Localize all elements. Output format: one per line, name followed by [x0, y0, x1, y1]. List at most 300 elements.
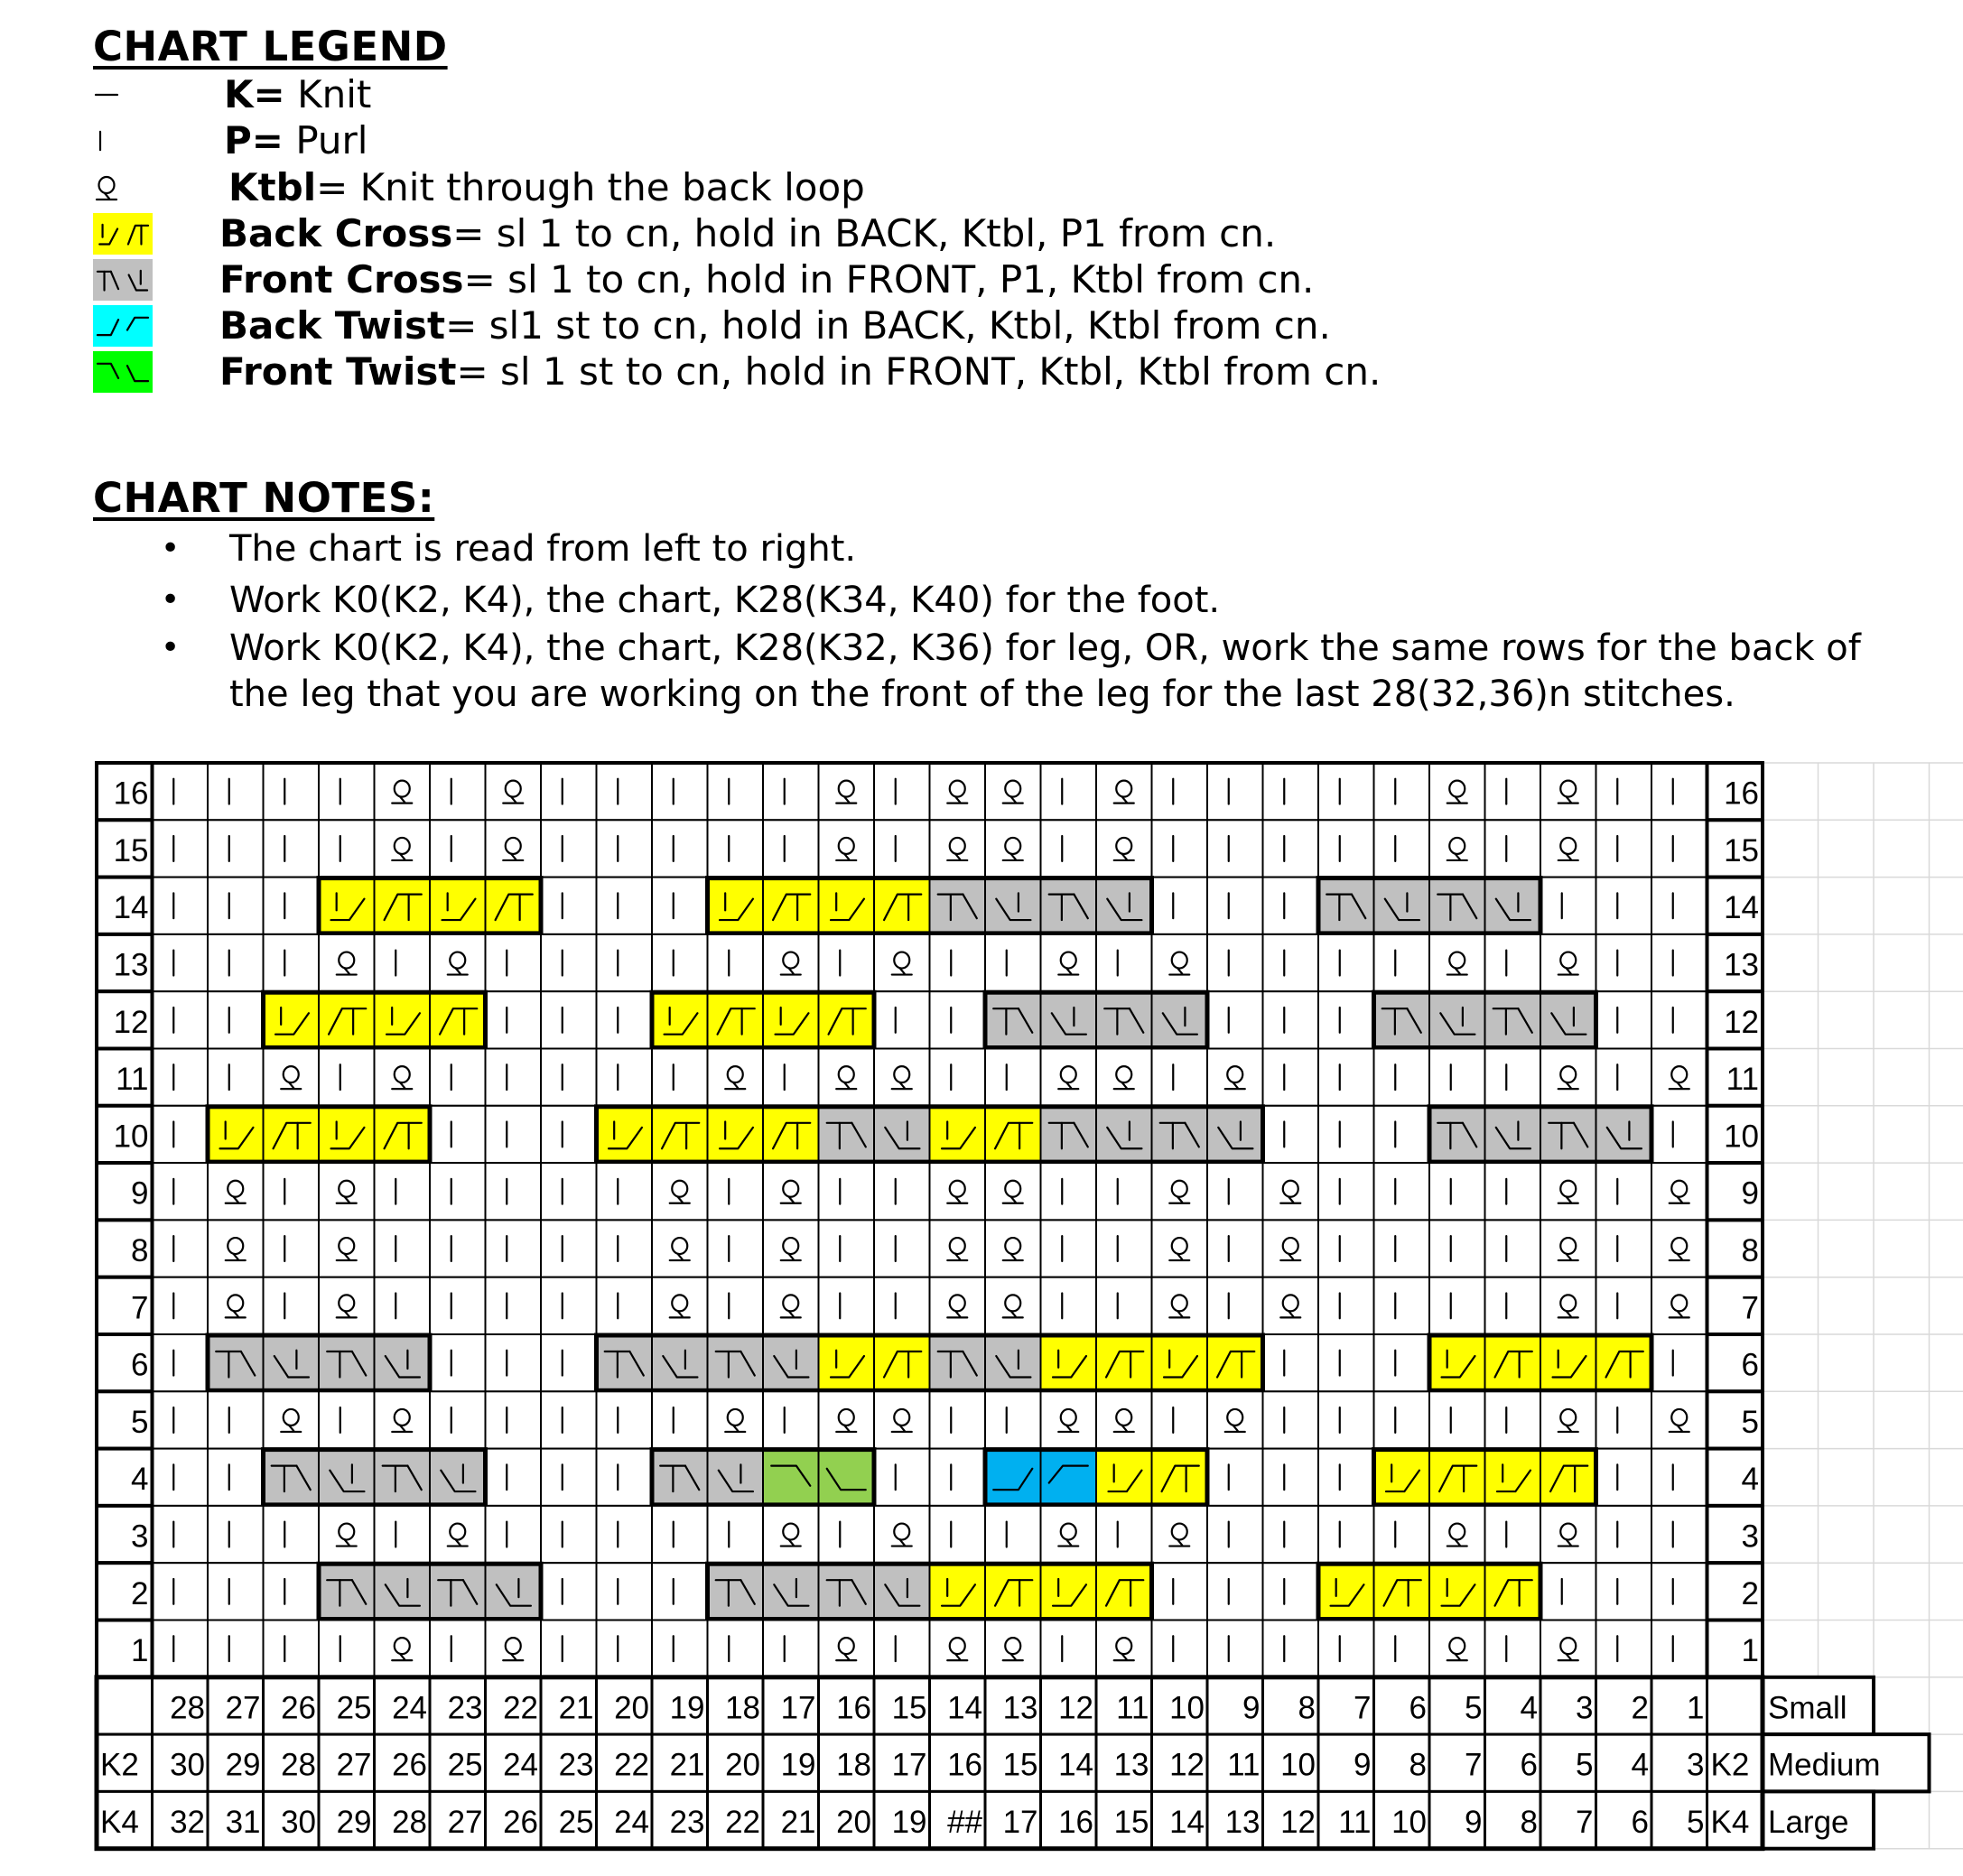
- stitch-cell: [1263, 991, 1319, 1048]
- stitch-cell: [597, 1621, 653, 1677]
- stitch-cell: [1263, 1106, 1319, 1163]
- stitch-cell: [1429, 1449, 1485, 1506]
- row-number: 7: [1741, 1290, 1759, 1326]
- stitch-cell: [652, 1049, 708, 1106]
- stitch-cell: [819, 1621, 875, 1677]
- stitch-cell: [1374, 878, 1430, 934]
- legend-description: = sl 1 to cn, hold in BACK, Ktbl, P1 from cn.: [452, 211, 1277, 255]
- stitch-number: 7: [1465, 1747, 1483, 1783]
- stitch-cell: [264, 1449, 320, 1506]
- stitch-cell: [1374, 1563, 1430, 1620]
- stitch-cell: [819, 763, 875, 820]
- stitch-cell: [930, 1506, 986, 1563]
- stitch-cell: [874, 1334, 930, 1391]
- stitch-number: 12: [1280, 1804, 1316, 1840]
- stitch-cell: [1096, 991, 1152, 1048]
- stitch-cell: [319, 1277, 375, 1334]
- stitch-cell: [319, 1334, 375, 1391]
- stitch-cell: [1041, 1163, 1097, 1220]
- stitch-cell: [930, 1163, 986, 1220]
- stitch-cell: [985, 1563, 1041, 1620]
- stitch-cell: [375, 1449, 431, 1506]
- stitch-cell: [1207, 1106, 1263, 1163]
- stitch-cell: [597, 878, 653, 934]
- stitch-number: 11: [1338, 1804, 1372, 1840]
- stitch-number: 4: [1520, 1690, 1538, 1726]
- stitch-cell: [208, 991, 264, 1048]
- stitch-cell: [1485, 763, 1541, 820]
- stitch-cell: [1429, 878, 1485, 934]
- stitch-cell: [319, 991, 375, 1048]
- stitch-cell: [1207, 1506, 1263, 1563]
- stitch-cell: [985, 934, 1041, 991]
- stitch-number: 26: [281, 1690, 316, 1726]
- stitch-number: 14: [1058, 1747, 1093, 1783]
- stitch-cell: [985, 1277, 1041, 1334]
- stitch-cell: [430, 1621, 486, 1677]
- stitch-number: 16: [1058, 1804, 1093, 1840]
- stitch-cell: [1374, 820, 1430, 877]
- legend-description: Purl: [283, 118, 368, 163]
- stitch-cell: [1374, 1049, 1430, 1106]
- stitch-cell: [1651, 1391, 1707, 1448]
- stitch-cell: [1318, 1334, 1374, 1391]
- stitch-cell: [708, 1220, 764, 1277]
- stitch-cell: [486, 820, 542, 877]
- stitch-cell: [1651, 1163, 1707, 1220]
- stitch-cell: [1540, 1621, 1596, 1677]
- stitch-cell: [375, 1334, 431, 1391]
- stitch-cell: [1429, 1506, 1485, 1563]
- stitch-cell: [1596, 1163, 1652, 1220]
- stitch-cell: [541, 1334, 597, 1391]
- stitch-cell: [1429, 1277, 1485, 1334]
- stitch-cell: [264, 1334, 320, 1391]
- stitch-cell: [1207, 1563, 1263, 1620]
- legend-description: Knit: [284, 72, 372, 116]
- stitch-number: 21: [669, 1747, 705, 1783]
- stitch-number: 17: [891, 1747, 927, 1783]
- stitch-number: 30: [170, 1747, 205, 1783]
- stitch-cell: [597, 1049, 653, 1106]
- stitch-cell: [1374, 1277, 1430, 1334]
- stitch-cell: [208, 1334, 264, 1391]
- stitch-cell: [708, 1163, 764, 1220]
- stitch-number: 19: [780, 1747, 816, 1783]
- stitch-number: 13: [1224, 1804, 1261, 1840]
- stitch-cell: [1485, 1163, 1541, 1220]
- stitch-cell: [208, 1563, 264, 1620]
- stitch-cell: [430, 1391, 486, 1448]
- stitch-number: 21: [558, 1690, 594, 1726]
- stitch-cell: [1263, 878, 1319, 934]
- stitch-cell: [1540, 1563, 1596, 1620]
- stitch-cell: [708, 1106, 764, 1163]
- stitch-number: 24: [614, 1804, 649, 1840]
- stitch-cell: [541, 1621, 597, 1677]
- stitch-cell: [708, 1506, 764, 1563]
- note-bullet: •: [161, 530, 181, 567]
- stitch-cell: [153, 1563, 209, 1620]
- legend-description: = sl1 st to cn, hold in BACK, Ktbl, Ktbl from cn.: [445, 303, 1331, 348]
- stitch-cell: [1152, 1334, 1208, 1391]
- stitch-cell: [763, 1106, 819, 1163]
- stitch-cell: [264, 1277, 320, 1334]
- stitch-cell: [264, 1106, 320, 1163]
- stitch-number: 22: [614, 1747, 649, 1783]
- stitch-cell: [153, 820, 209, 877]
- stitch-cell: [486, 1049, 542, 1106]
- stitch-cell: [541, 1220, 597, 1277]
- stitch-cell: [1152, 1049, 1208, 1106]
- stitch-cell: [874, 1563, 930, 1620]
- stitch-cell: [264, 991, 320, 1048]
- stitch-cell: [763, 820, 819, 877]
- stitch-cell: [930, 878, 986, 934]
- stitch-number: 4: [1631, 1747, 1649, 1783]
- legend-term: Back Cross: [219, 211, 453, 255]
- stitch-cell: [1485, 1391, 1541, 1448]
- stitch-cell: [541, 934, 597, 991]
- stitch-cell: [1041, 1621, 1097, 1677]
- stitch-cell: [708, 1563, 764, 1620]
- stitch-number: 29: [336, 1804, 372, 1840]
- stitch-cell: [430, 1506, 486, 1563]
- stitch-cell: [1207, 763, 1263, 820]
- stitch-number: 27: [447, 1804, 483, 1840]
- stitch-cell: [1096, 763, 1152, 820]
- stitch-cell: [541, 1277, 597, 1334]
- stitch-cell: [208, 1220, 264, 1277]
- row-number: 13: [1724, 947, 1759, 983]
- stitch-cell: [874, 1220, 930, 1277]
- stitch-cell: [486, 1106, 542, 1163]
- legend-term: Ktbl: [228, 165, 317, 209]
- stitch-cell: [430, 1106, 486, 1163]
- stitch-cell: [763, 1391, 819, 1448]
- stitch-cell: [264, 1563, 320, 1620]
- stitch-cell: [153, 1049, 209, 1106]
- stitch-cell: [1374, 1163, 1430, 1220]
- stitch-cell: [1318, 1049, 1374, 1106]
- stitch-number: 8: [1520, 1804, 1538, 1840]
- stitch-cell: [1318, 1391, 1374, 1448]
- stitch-cell: [652, 1334, 708, 1391]
- stitch-number: 20: [725, 1747, 760, 1783]
- stitch-cell: [375, 1563, 431, 1620]
- size-prefix-cell: [97, 1677, 153, 1734]
- stitch-cell: [930, 1049, 986, 1106]
- stitch-cell: [1485, 1106, 1541, 1163]
- stitch-cell: [1596, 1049, 1652, 1106]
- stitch-cell: [1152, 820, 1208, 877]
- stitch-cell: [1651, 1334, 1707, 1391]
- row-number: 15: [113, 832, 149, 868]
- stitch-number: 24: [392, 1690, 427, 1726]
- stitch-number: 18: [725, 1690, 760, 1726]
- stitch-number: 10: [1391, 1804, 1427, 1840]
- stitch-cell: [1263, 1220, 1319, 1277]
- stitch-number: 16: [947, 1747, 982, 1783]
- stitch-cell: [430, 1163, 486, 1220]
- stitch-cell: [1429, 1621, 1485, 1677]
- stitch-number: 14: [1169, 1804, 1205, 1840]
- stitch-cell: [819, 1106, 875, 1163]
- stitch-cell: [486, 1506, 542, 1563]
- stitch-number: 7: [1576, 1804, 1594, 1840]
- stitch-cell: [1152, 1506, 1208, 1563]
- stitch-cell: [874, 820, 930, 877]
- stitch-cell: [1041, 1563, 1097, 1620]
- stitch-number: 32: [170, 1804, 205, 1840]
- stitch-cell: [486, 1220, 542, 1277]
- stitch-number: 8: [1409, 1747, 1427, 1783]
- stitch-number: 19: [669, 1690, 705, 1726]
- stitch-cell: [430, 934, 486, 991]
- stitch-cell: [985, 878, 1041, 934]
- stitch-cell: [819, 1163, 875, 1220]
- stitch-cell: [1596, 1563, 1652, 1620]
- stitch-cell: [597, 1334, 653, 1391]
- stitch-cell: [153, 1163, 209, 1220]
- stitch-cell: [763, 1277, 819, 1334]
- stitch-cell: [264, 878, 320, 934]
- stitch-cell: [1152, 1163, 1208, 1220]
- legend-term: P=: [224, 118, 284, 163]
- stitch-cell: [319, 763, 375, 820]
- row-number: 5: [131, 1404, 149, 1440]
- stitch-cell: [1152, 1563, 1208, 1620]
- stitch-cell: [874, 991, 930, 1048]
- stitch-cell: [486, 1621, 542, 1677]
- stitch-cell: [874, 1449, 930, 1506]
- stitch-cell: [1374, 991, 1430, 1048]
- row-number: 13: [113, 947, 149, 983]
- stitch-cell: [874, 1049, 930, 1106]
- stitch-cell: [1096, 1621, 1152, 1677]
- stitch-cell: [1485, 1220, 1541, 1277]
- stitch-cell: [985, 1049, 1041, 1106]
- stitch-cell: [708, 1277, 764, 1334]
- legend-description: = sl 1 to cn, hold in FRONT, P1, Ktbl from cn.: [463, 257, 1315, 302]
- stitch-cell: [1096, 1220, 1152, 1277]
- size-suffix: K2: [1710, 1747, 1750, 1783]
- row-number: 14: [113, 890, 149, 926]
- stitch-cell: [1540, 1449, 1596, 1506]
- stitch-cell: [319, 1449, 375, 1506]
- stitch-cell: [1096, 820, 1152, 877]
- stitch-cell: [319, 1506, 375, 1563]
- stitch-cell: [985, 1220, 1041, 1277]
- stitch-cell: [208, 1621, 264, 1677]
- stitch-cell: [819, 1334, 875, 1391]
- stitch-cell: [319, 1163, 375, 1220]
- row-number: 8: [131, 1232, 149, 1268]
- stitch-number: 29: [225, 1747, 261, 1783]
- stitch-cell: [874, 1391, 930, 1448]
- stitch-cell: [1651, 1106, 1707, 1163]
- stitch-cell: [652, 1506, 708, 1563]
- stitch-number: 26: [503, 1804, 538, 1840]
- row-number: 11: [1726, 1062, 1759, 1098]
- stitch-cell: [1041, 1334, 1097, 1391]
- stitch-cell: [1152, 1277, 1208, 1334]
- stitch-cell: [264, 1391, 320, 1448]
- stitch-cell: [763, 934, 819, 991]
- stitch-cell: [597, 1277, 653, 1334]
- row-number: 16: [1724, 775, 1759, 812]
- stitch-cell: [1263, 1621, 1319, 1677]
- stitch-cell: [1540, 991, 1596, 1048]
- stitch-number: 17: [1002, 1804, 1038, 1840]
- stitch-cell: [1318, 1563, 1374, 1620]
- stitch-cell: [486, 991, 542, 1048]
- row-number: 12: [113, 1004, 149, 1040]
- stitch-cell: [1651, 878, 1707, 934]
- stitch-number: 15: [891, 1690, 927, 1726]
- stitch-number: 23: [558, 1747, 594, 1783]
- stitch-cell: [1152, 1449, 1208, 1506]
- stitch-cell: [930, 1563, 986, 1620]
- stitch-number: 3: [1687, 1747, 1705, 1783]
- stitch-cell: [874, 934, 930, 991]
- stitch-cell: [1152, 1220, 1208, 1277]
- stitch-number: 9: [1354, 1747, 1372, 1783]
- stitch-cell: [1152, 934, 1208, 991]
- stitch-cell: [763, 1563, 819, 1620]
- stitch-number: 12: [1169, 1747, 1205, 1783]
- stitch-cell: [930, 1220, 986, 1277]
- stitch-cell: [763, 1334, 819, 1391]
- stitch-cell: [208, 878, 264, 934]
- stitch-cell: [375, 820, 431, 877]
- stitch-number: 23: [669, 1804, 705, 1840]
- stitch-cell: [874, 1106, 930, 1163]
- stitch-cell: [874, 763, 930, 820]
- stitch-cell: [1485, 1277, 1541, 1334]
- stitch-cell: [208, 1163, 264, 1220]
- stitch-cell: [1485, 1563, 1541, 1620]
- stitch-cell: [541, 763, 597, 820]
- stitch-cell: [1096, 878, 1152, 934]
- stitch-cell: [874, 1621, 930, 1677]
- stitch-number: 5: [1465, 1690, 1483, 1726]
- stitch-number: 9: [1465, 1804, 1483, 1840]
- stitch-cell: [1374, 1449, 1430, 1506]
- stitch-cell: [1374, 1506, 1430, 1563]
- stitch-cell: [1041, 1506, 1097, 1563]
- stitch-cell: [486, 1563, 542, 1620]
- stitch-cell: [1429, 934, 1485, 991]
- stitch-cell: [763, 1506, 819, 1563]
- stitch-cell: [541, 1106, 597, 1163]
- stitch-cell: [1374, 1391, 1430, 1448]
- stitch-cell: [1596, 1106, 1652, 1163]
- stitch-cell: [319, 1106, 375, 1163]
- stitch-cell: [763, 763, 819, 820]
- row-number: 14: [1724, 890, 1759, 926]
- row-number: 3: [131, 1518, 149, 1555]
- stitch-cell: [486, 1163, 542, 1220]
- stitch-cell: [430, 1563, 486, 1620]
- stitch-cell: [153, 991, 209, 1048]
- stitch-cell: [597, 1391, 653, 1448]
- stitch-number: 11: [1116, 1690, 1149, 1726]
- stitch-cell: [1651, 1049, 1707, 1106]
- stitch-cell: [1318, 820, 1374, 877]
- stitch-cell: [1540, 1220, 1596, 1277]
- stitch-cell: [208, 1391, 264, 1448]
- stitch-cell: [1596, 763, 1652, 820]
- stitch-cell: [1207, 878, 1263, 934]
- stitch-cell: [1041, 1391, 1097, 1448]
- stitch-cell: [1041, 878, 1097, 934]
- stitch-cell: [541, 1506, 597, 1563]
- stitch-cell: [1540, 1391, 1596, 1448]
- stitch-cell: [153, 1621, 209, 1677]
- stitch-number: 21: [780, 1804, 816, 1840]
- stitch-cell: [375, 763, 431, 820]
- stitch-cell: [1651, 820, 1707, 877]
- size-prefix: K2: [100, 1747, 139, 1783]
- stitch-number: 15: [1113, 1804, 1149, 1840]
- size-suffix-cell: [1707, 1677, 1763, 1734]
- stitch-cell: [1096, 934, 1152, 991]
- stitch-cell: [1374, 1334, 1430, 1391]
- stitch-number: 5: [1576, 1747, 1594, 1783]
- stitch-cell: [541, 820, 597, 877]
- stitch-cell: [1152, 1621, 1208, 1677]
- stitch-cell: [1263, 1163, 1319, 1220]
- stitch-cell: [1651, 1449, 1707, 1506]
- stitch-cell: [1041, 763, 1097, 820]
- stitch-cell: [208, 820, 264, 877]
- row-number: 3: [1741, 1518, 1759, 1555]
- stitch-cell: [1152, 1391, 1208, 1448]
- stitch-cell: [541, 1391, 597, 1448]
- note-text: Work K0(K2, K4), the chart, K28(K34, K40) for the foot.: [229, 580, 1221, 621]
- row-number: 2: [1741, 1575, 1759, 1611]
- stitch-number: 13: [1113, 1747, 1149, 1783]
- stitch-cell: [1596, 1277, 1652, 1334]
- stitch-cell: [1207, 1391, 1263, 1448]
- stitch-cell: [1318, 1506, 1374, 1563]
- stitch-cell: [1540, 1106, 1596, 1163]
- size-suffix: K4: [1710, 1804, 1750, 1840]
- stitch-cell: [1263, 934, 1319, 991]
- stitch-cell: [541, 1563, 597, 1620]
- row-number: 2: [131, 1575, 149, 1611]
- stitch-cell: [1540, 934, 1596, 991]
- stitch-cell: [985, 1506, 1041, 1563]
- stitch-cell: [652, 1106, 708, 1163]
- row-number: 10: [113, 1119, 149, 1155]
- stitch-number: 16: [836, 1690, 871, 1726]
- stitch-cell: [1596, 1621, 1652, 1677]
- stitch-number: 9: [1242, 1690, 1261, 1726]
- row-number: 1: [1741, 1633, 1759, 1669]
- stitch-cell: [1429, 1220, 1485, 1277]
- stitch-cell: [1207, 934, 1263, 991]
- stitch-cell: [1651, 991, 1707, 1048]
- stitch-cell: [1540, 878, 1596, 934]
- row-number: 8: [1741, 1232, 1759, 1268]
- stitch-number: 1: [1687, 1690, 1705, 1726]
- stitch-number: 25: [336, 1690, 372, 1726]
- stitch-cell: [597, 934, 653, 991]
- stitch-cell: [1651, 1563, 1707, 1620]
- stitch-cell: [1207, 1449, 1263, 1506]
